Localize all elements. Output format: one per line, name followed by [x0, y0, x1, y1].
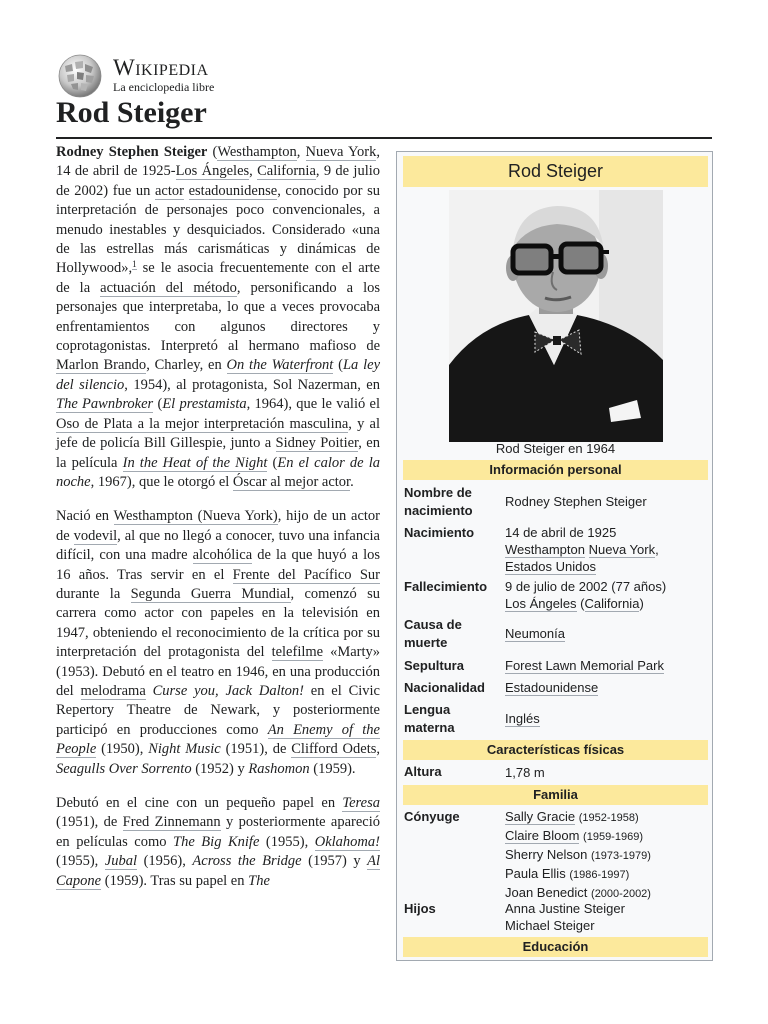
value-hijos: [505, 900, 710, 934]
death-date: 9 de julio de 2002 (77 años): [505, 579, 667, 594]
link-an-enemy-of-the-people[interactable]: An Enemy of the People: [56, 721, 380, 758]
link-oso-de-plata[interactable]: Oso de Plata a la mejor interpretación masculina: [56, 415, 349, 432]
link-birth-country[interactable]: Estados Unidos: [505, 559, 597, 574]
link-estadounidense-infobox[interactable]: Estadounidense: [505, 680, 599, 695]
link-forest-lawn[interactable]: Forest Lawn Memorial Park: [505, 658, 664, 673]
spouse-item: Claire Bloom (1959-1969): [505, 828, 643, 843]
photo-caption: Rod Steiger en 1964: [495, 441, 616, 456]
link-alcoholica[interactable]: alcohólica: [192, 547, 253, 564]
link-nueva-york[interactable]: Nueva York: [305, 144, 377, 160]
title-divider: [56, 137, 712, 139]
label-nombre-nacimiento: Nombre de nacimiento: [404, 485, 473, 518]
portrait-photo[interactable]: [449, 190, 663, 442]
value-fallecimiento: 9 de julio de 2002 (77 años) Los Ángeles (California): [505, 578, 710, 612]
spouse-item: Joan Benedict (2000-2002): [505, 885, 651, 900]
article-paragraph-2: Nació en Westhampton (Nueva York), hijo de un actor de vodevil, al que no llegó a conocer, tuvo una infancia difícil, con una madre alcohólica de la que huyó a los 16 años. Tras servir en el Frente del Pacífico Sur durante la Segunda Guerra Mundial, comenzó su carrera como actor con papeles en la televisión en 1947, obteniendo el reconocimiento de la crítica por su interpretación del protagonista del telefilme «Marty» (1953). Debutó en el teatro en 1946, en una producción del melodrama Curse you, Jack Dalton! en el Civic Repertory Theatre de Newark, y posteriormente participó en producciones como An Enemy of the People (1950), Night Music (1951), de Clifford Odets, Seagulls Over Sorrento (1952) y Rashomon (1959).: [56, 508, 381, 777]
link-actuacion-metodo[interactable]: actuación del método: [100, 279, 237, 296]
section-caracteristicas-fisicas: Características físicas: [403, 740, 708, 760]
link-frente-pacifico-sur[interactable]: Frente del Pacífico Sur: [232, 566, 380, 583]
link-vodevil[interactable]: vodevil: [73, 527, 118, 544]
link-birth-nueva-york[interactable]: Nueva York: [588, 542, 656, 557]
link-telefilme[interactable]: telefilme: [271, 644, 324, 661]
value-sepultura: [505, 657, 710, 674]
label-nacionalidad: Nacionalidad: [404, 680, 485, 695]
link-claire-bloom[interactable]: Claire Bloom: [505, 828, 580, 843]
value-altura: 1,78 m: [505, 765, 545, 780]
infobox-title: Rod Steiger: [403, 156, 708, 187]
link-on-the-waterfront[interactable]: On the Waterfront: [226, 357, 334, 374]
link-sally-gracie[interactable]: Sally Gracie: [505, 809, 576, 824]
link-melodrama[interactable]: melodrama: [80, 682, 146, 699]
value-lengua-materna: [505, 710, 710, 727]
section-educacion: Educación: [403, 937, 708, 957]
link-death-california[interactable]: California: [584, 596, 640, 611]
label-hijos: Hijos: [404, 901, 436, 916]
value-conyuge: [505, 808, 710, 903]
link-california[interactable]: California: [257, 163, 316, 180]
child-item: Anna Justine Steiger: [505, 901, 625, 916]
label-sepultura: Sepultura: [404, 658, 464, 673]
birth-date: 14 de abril de 1925: [505, 525, 617, 540]
section-informacion-personal: Información personal: [403, 460, 708, 480]
label-conyuge: Cónyuge: [404, 809, 460, 824]
link-westhampton-nueva-york[interactable]: Westhampton (Nueva York): [113, 508, 278, 525]
link-estadounidense[interactable]: estadounidense: [188, 182, 278, 199]
spouse-item: Sherry Nelson (1973-1979): [505, 847, 651, 862]
link-death-los-angeles[interactable]: Los Ángeles: [505, 596, 577, 611]
link-los-angeles[interactable]: Los Ángeles: [175, 163, 250, 180]
link-ingles[interactable]: Inglés: [505, 711, 540, 726]
link-marlon-brando[interactable]: Marlon Brando: [56, 357, 147, 374]
site-header: [55, 52, 275, 98]
wikipedia-wordmark[interactable]: Wikipedia: [113, 55, 209, 80]
infobox: [396, 151, 713, 961]
link-the-pawnbroker[interactable]: The Pawnbroker: [56, 396, 154, 413]
link-jubal[interactable]: Jubal: [104, 853, 138, 870]
link-fred-zinnemann[interactable]: Fred Zinnemann: [122, 814, 221, 831]
label-fallecimiento: Fallecimiento: [404, 579, 488, 594]
link-neumonia[interactable]: Neumonía: [505, 626, 565, 641]
value-causa-muerte: [505, 625, 710, 642]
wikipedia-globe-icon[interactable]: [55, 54, 105, 98]
article-paragraph-3: Debutó en el cine con un pequeño papel en Teresa (1951), de Fred Zinnemann y posteriormente apareció en películas como The Big Knife (1955), Oklahoma! (1955), Jubal (1956), Across the Bridge (1957) y Al Capone (1959). Tras su papel en The: [56, 795, 381, 889]
link-actor[interactable]: actor: [154, 182, 184, 199]
link-in-the-heat-of-the-night[interactable]: In the Heat of the Night: [122, 454, 268, 471]
link-westhampton[interactable]: Westhampton: [217, 144, 297, 160]
link-al-capone[interactable]: Al Capone: [56, 853, 380, 889]
spouse-item: Paula Ellis (1986-1997): [505, 866, 630, 881]
page-title: Rod Steiger: [56, 96, 207, 129]
value-nombre-nacimiento: Rodney Stephen Steiger: [505, 494, 647, 509]
subject-name: Rodney Stephen Steiger: [56, 144, 208, 160]
label-altura: Altura: [404, 764, 442, 779]
article-paragraph-1: Rodney Stephen Steiger (Westhampton, Nueva York, 14 de abril de 1925-Los Ángeles, California, 9 de julio de 2002) fue un actor estadounidense, conocido por su interpretación de personajes poco convencionales, a menudo inestables y desquiciados. Considerado «una de las estrellas más carismáticas y dinámicas de Hollywood»,$^1$ se le asocia frecuentemente con el arte de la actuación del método, personificando a los personajes que interpretaba, lo que a veces provocaba enfrentamientos con algunos directores y coprotagonistas. Interpretó al hermano mafioso de Marlon Brando, Charley, en On the Waterfront (La ley del silencio, 1954), al protagonista, Sol Nazerman, en The Pawnbroker (El prestamista, 1964), que le valió el Oso de Plata a la mejor interpretación masculina, y al jefe de policía Bill Gillespie, junto a Sidney Poitier, en la película In the Heat of the Night (En el calor de la noche, 1967), que le otorgó el Óscar al mejor actor.: [56, 144, 381, 490]
label-nacimiento: Nacimiento: [404, 525, 475, 540]
label-causa-muerte: Causa de muerte: [404, 617, 462, 650]
spouse-item: Sally Gracie (1952-1958): [505, 809, 639, 824]
section-familia: Familia: [403, 785, 708, 805]
link-segunda-guerra-mundial[interactable]: Segunda Guerra Mundial: [130, 585, 291, 602]
article-body: [56, 143, 380, 906]
child-item: Michael Steiger: [505, 918, 595, 933]
label-lengua-materna: Lengua materna: [404, 702, 455, 735]
wikipedia-tagline: La enciclopedia libre: [113, 80, 215, 94]
value-nacionalidad: [505, 679, 710, 696]
link-sidney-poitier[interactable]: Sidney Poitier: [275, 435, 359, 452]
reference-1[interactable]: 1: [132, 258, 137, 269]
link-oklahoma[interactable]: Oklahoma!: [314, 833, 380, 850]
value-nacimiento: 14 de abril de 1925 Westhampton Nueva York, Estados Unidos: [505, 524, 710, 575]
link-clifford-odets[interactable]: Clifford Odets: [291, 741, 377, 758]
link-oscar-mejor-actor[interactable]: Óscar al mejor actor: [232, 473, 351, 490]
link-birth-westhampton[interactable]: Westhampton: [505, 542, 585, 557]
link-teresa[interactable]: Teresa: [342, 795, 380, 811]
